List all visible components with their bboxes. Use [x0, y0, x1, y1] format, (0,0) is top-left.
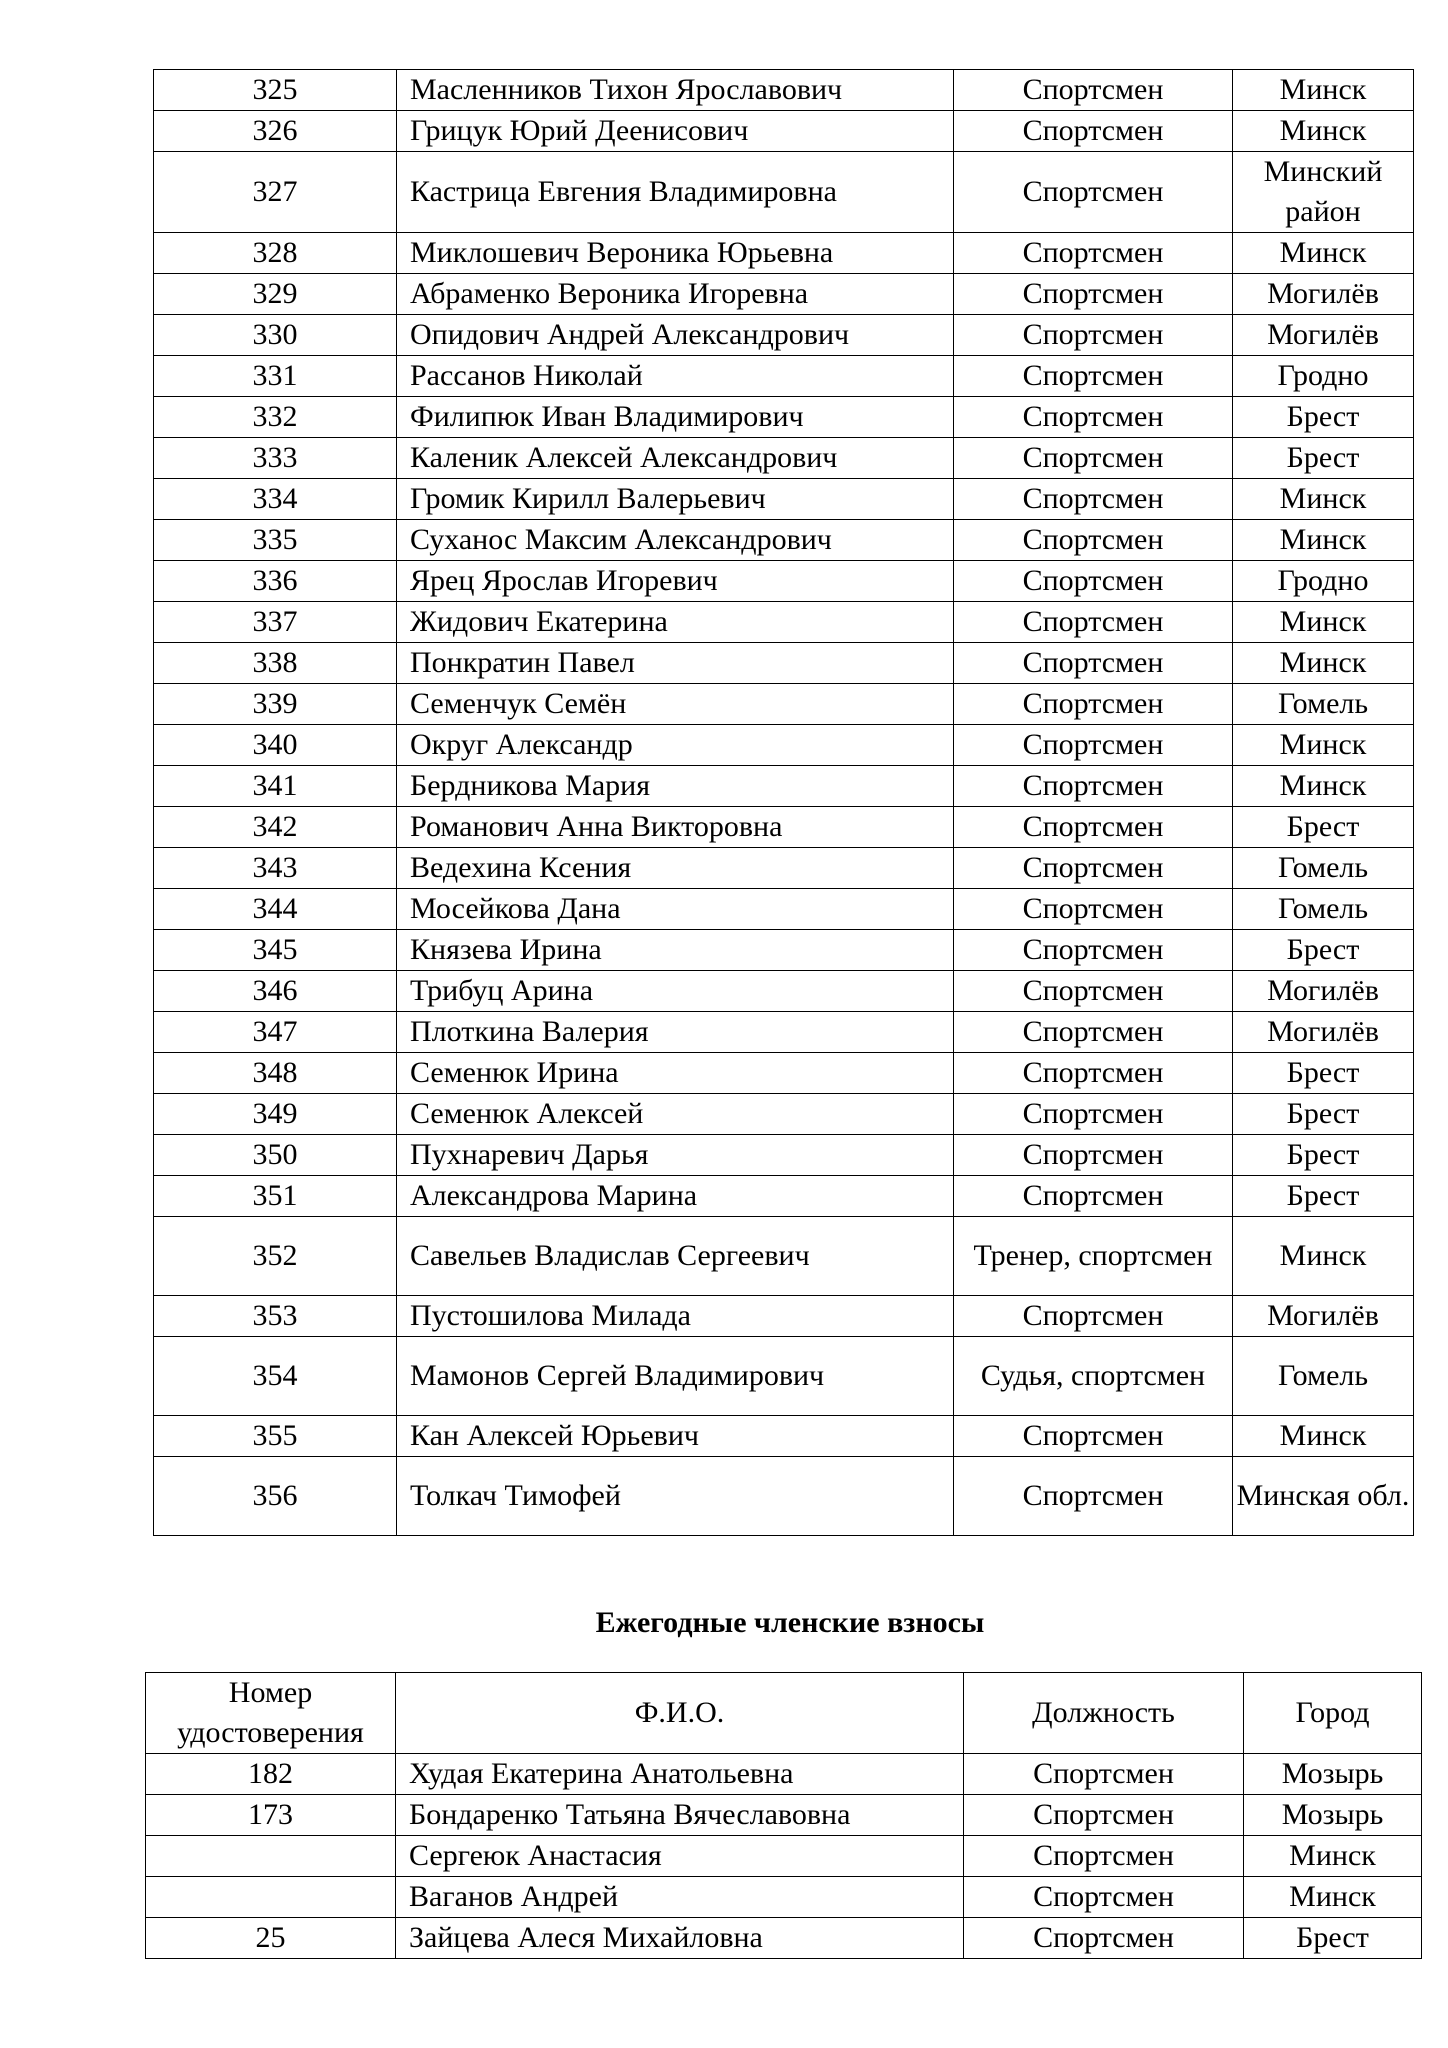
member-number: 333 — [154, 438, 397, 479]
table-row — [154, 1217, 1414, 1296]
member-name: Рассанов Николай — [397, 356, 954, 397]
member-name: Семенюк Алексей — [397, 1094, 954, 1135]
member-city: Минск — [1233, 233, 1414, 274]
member-name: Мамонов Сергей Владимирович — [397, 1337, 954, 1416]
member-number: 344 — [154, 889, 397, 930]
member-city: Брест — [1233, 1053, 1414, 1094]
table-row — [154, 1416, 1414, 1457]
member-role: Спортсмен — [954, 971, 1233, 1012]
table-row — [154, 70, 1414, 111]
member-name: Толкач Тимофей — [397, 1457, 954, 1536]
table-row — [154, 233, 1414, 274]
table-row — [146, 1836, 1422, 1877]
member-role: Спортсмен — [954, 397, 1233, 438]
member-number: 350 — [154, 1135, 397, 1176]
member-number: 341 — [154, 766, 397, 807]
member-city: Минск — [1233, 1416, 1414, 1457]
table-row — [146, 1877, 1422, 1918]
member-name: Сергеюк Анастасия — [396, 1836, 964, 1877]
member-name: Опидович Андрей Александрович — [397, 315, 954, 356]
member-role: Спортсмен — [954, 684, 1233, 725]
table-row — [154, 848, 1414, 889]
member-role: Спортсмен — [954, 643, 1233, 684]
member-role: Спортсмен — [954, 70, 1233, 111]
member-city: Минск — [1233, 520, 1414, 561]
certificate-number — [146, 1877, 396, 1918]
member-role: Спортсмен — [954, 889, 1233, 930]
member-name: Бердникова Мария — [397, 766, 954, 807]
table-row — [154, 1135, 1414, 1176]
member-name: Семенчук Семён — [397, 684, 954, 725]
header-position: Должность — [964, 1673, 1244, 1754]
member-city: Минск — [1233, 479, 1414, 520]
table-row — [154, 725, 1414, 766]
member-role: Спортсмен — [964, 1918, 1244, 1959]
member-name: Александрова Марина — [397, 1176, 954, 1217]
member-number: 338 — [154, 643, 397, 684]
table-row — [154, 152, 1414, 233]
members-table-body — [154, 70, 1414, 1536]
member-name: Плоткина Валерия — [397, 1012, 954, 1053]
member-name: Абраменко Вероника Игоревна — [397, 274, 954, 315]
member-name: Кан Алексей Юрьевич — [397, 1416, 954, 1457]
member-name: Жидович Екатерина — [397, 602, 954, 643]
member-city: Гомель — [1233, 1337, 1414, 1416]
member-city: Могилёв — [1233, 971, 1414, 1012]
member-role: Спортсмен — [954, 930, 1233, 971]
member-role: Спортсмен — [954, 848, 1233, 889]
member-name: Трибуц Арина — [397, 971, 954, 1012]
member-role: Спортсмен — [954, 233, 1233, 274]
member-name: Князева Ирина — [397, 930, 954, 971]
member-role: Спортсмен — [954, 356, 1233, 397]
member-city: Могилёв — [1233, 1012, 1414, 1053]
member-city: Минск — [1244, 1877, 1422, 1918]
member-name: Худая Екатерина Анатольевна — [396, 1754, 964, 1795]
table-row — [154, 274, 1414, 315]
member-city: Минск — [1233, 643, 1414, 684]
member-number: 334 — [154, 479, 397, 520]
table-row — [154, 602, 1414, 643]
member-role: Спортсмен — [954, 1296, 1233, 1337]
table-row — [154, 520, 1414, 561]
member-role: Спортсмен — [954, 1012, 1233, 1053]
member-city: Брест — [1244, 1918, 1422, 1959]
member-number: 330 — [154, 315, 397, 356]
fees-table-header — [146, 1673, 1422, 1754]
member-role: Спортсмен — [954, 111, 1233, 152]
member-role: Спортсмен — [954, 520, 1233, 561]
member-role: Спортсмен — [954, 561, 1233, 602]
table-row — [154, 889, 1414, 930]
member-number: 328 — [154, 233, 397, 274]
member-city: Гродно — [1233, 356, 1414, 397]
member-role: Тренер, спортсмен — [954, 1217, 1233, 1296]
table-row — [154, 315, 1414, 356]
table-row — [154, 643, 1414, 684]
member-role: Спортсмен — [954, 807, 1233, 848]
member-number: 331 — [154, 356, 397, 397]
member-city: Могилёв — [1233, 274, 1414, 315]
member-number: 340 — [154, 725, 397, 766]
header-certificate-number: Номер удостоверения — [146, 1673, 396, 1754]
member-city: Минск — [1233, 725, 1414, 766]
member-number: 332 — [154, 397, 397, 438]
member-number: 345 — [154, 930, 397, 971]
member-city: Брест — [1233, 1135, 1414, 1176]
table-row — [154, 807, 1414, 848]
member-city: Гомель — [1233, 684, 1414, 725]
table-row — [154, 1094, 1414, 1135]
member-name: Грицук Юрий Деенисович — [397, 111, 954, 152]
member-number: 349 — [154, 1094, 397, 1135]
member-name: Масленников Тихон Ярославович — [397, 70, 954, 111]
member-name: Романович Анна Викторовна — [397, 807, 954, 848]
member-number: 335 — [154, 520, 397, 561]
member-role: Спортсмен — [954, 766, 1233, 807]
member-role: Судья, спортсмен — [954, 1337, 1233, 1416]
member-role: Спортсмен — [954, 725, 1233, 766]
table-row — [154, 766, 1414, 807]
member-name: Савельев Владислав Сергеевич — [397, 1217, 954, 1296]
table-row — [154, 930, 1414, 971]
certificate-number — [146, 1836, 396, 1877]
header-city: Город — [1244, 1673, 1422, 1754]
table-row — [146, 1918, 1422, 1959]
member-role: Спортсмен — [954, 1135, 1233, 1176]
member-role: Спортсмен — [954, 438, 1233, 479]
member-city: Минск — [1233, 70, 1414, 111]
member-city: Брест — [1233, 807, 1414, 848]
member-city: Брест — [1233, 930, 1414, 971]
member-number: 339 — [154, 684, 397, 725]
member-city: Могилёв — [1233, 1296, 1414, 1337]
member-role: Спортсмен — [964, 1836, 1244, 1877]
certificate-number: 173 — [146, 1795, 396, 1836]
member-number: 336 — [154, 561, 397, 602]
member-city: Минский район — [1233, 152, 1414, 233]
member-city: Минск — [1244, 1836, 1422, 1877]
member-name: Филипюк Иван Владимирович — [397, 397, 954, 438]
member-name: Громик Кирилл Валерьевич — [397, 479, 954, 520]
member-number: 325 — [154, 70, 397, 111]
member-city: Мозырь — [1244, 1754, 1422, 1795]
fees-table-body — [146, 1754, 1422, 1959]
fees-section-title: Ежегодные членские взносы — [595, 1606, 985, 1639]
table-row — [154, 684, 1414, 725]
certificate-number: 182 — [146, 1754, 396, 1795]
table-row — [154, 1053, 1414, 1094]
member-role: Спортсмен — [964, 1754, 1244, 1795]
table-row — [154, 1457, 1414, 1536]
member-city: Гродно — [1233, 561, 1414, 602]
member-role: Спортсмен — [954, 1094, 1233, 1135]
member-name: Округ Александр — [397, 725, 954, 766]
member-number: 355 — [154, 1416, 397, 1457]
member-number: 353 — [154, 1296, 397, 1337]
member-number: 352 — [154, 1217, 397, 1296]
member-name: Пустошилова Милада — [397, 1296, 954, 1337]
member-role: Спортсмен — [954, 1416, 1233, 1457]
table-row — [146, 1754, 1422, 1795]
table-row — [154, 1296, 1414, 1337]
table-row — [154, 479, 1414, 520]
member-name: Семенюк Ирина — [397, 1053, 954, 1094]
table-row — [154, 561, 1414, 602]
table-row — [154, 356, 1414, 397]
member-city: Минск — [1233, 1217, 1414, 1296]
member-role: Спортсмен — [964, 1795, 1244, 1836]
table-row — [154, 111, 1414, 152]
member-number: 348 — [154, 1053, 397, 1094]
member-city: Минск — [1233, 766, 1414, 807]
member-number: 354 — [154, 1337, 397, 1416]
member-city: Брест — [1233, 1176, 1414, 1217]
table-header-row — [146, 1673, 1422, 1754]
member-name: Суханос Максим Александрович — [397, 520, 954, 561]
member-city: Брест — [1233, 397, 1414, 438]
members-table — [153, 69, 1414, 1536]
member-name: Ярец Ярослав Игоревич — [397, 561, 954, 602]
table-row — [154, 1176, 1414, 1217]
member-role: Спортсмен — [954, 479, 1233, 520]
table-row — [154, 1337, 1414, 1416]
certificate-number: 25 — [146, 1918, 396, 1959]
table-row — [154, 397, 1414, 438]
member-name: Каленик Алексей Александрович — [397, 438, 954, 479]
member-number: 356 — [154, 1457, 397, 1536]
member-name: Миклошевич Вероника Юрьевна — [397, 233, 954, 274]
member-city: Гомель — [1233, 889, 1414, 930]
table-row — [146, 1795, 1422, 1836]
member-name: Бондаренко Татьяна Вячеславовна — [396, 1795, 964, 1836]
table-row — [154, 1012, 1414, 1053]
member-role: Спортсмен — [954, 315, 1233, 356]
member-name: Мосейкова Дана — [397, 889, 954, 930]
member-role: Спортсмен — [954, 1457, 1233, 1536]
member-role: Спортсмен — [954, 602, 1233, 643]
member-name: Кастрица Евгения Владимировна — [397, 152, 954, 233]
member-city: Брест — [1233, 1094, 1414, 1135]
member-city: Минск — [1233, 111, 1414, 152]
member-number: 347 — [154, 1012, 397, 1053]
member-city: Могилёв — [1233, 315, 1414, 356]
member-name: Понкратин Павел — [397, 643, 954, 684]
header-full-name: Ф.И.О. — [396, 1673, 964, 1754]
member-name: Пухнаревич Дарья — [397, 1135, 954, 1176]
member-number: 329 — [154, 274, 397, 315]
member-role: Спортсмен — [954, 274, 1233, 315]
member-number: 346 — [154, 971, 397, 1012]
member-number: 342 — [154, 807, 397, 848]
member-city: Мозырь — [1244, 1795, 1422, 1836]
member-name: Зайцева Алеся Михайловна — [396, 1918, 964, 1959]
member-role: Спортсмен — [954, 1053, 1233, 1094]
member-city: Минская обл. — [1233, 1457, 1414, 1536]
member-name: Ведехина Ксения — [397, 848, 954, 889]
member-city: Минск — [1233, 602, 1414, 643]
member-city: Гомель — [1233, 848, 1414, 889]
member-role: Спортсмен — [964, 1877, 1244, 1918]
member-city: Брест — [1233, 438, 1414, 479]
member-number: 327 — [154, 152, 397, 233]
table-row — [154, 971, 1414, 1012]
member-number: 337 — [154, 602, 397, 643]
member-role: Спортсмен — [954, 1176, 1233, 1217]
annual-fees-table — [145, 1672, 1422, 1959]
member-role: Спортсмен — [954, 152, 1233, 233]
member-number: 343 — [154, 848, 397, 889]
member-number: 326 — [154, 111, 397, 152]
member-name: Ваганов Андрей — [396, 1877, 964, 1918]
member-number: 351 — [154, 1176, 397, 1217]
table-row — [154, 438, 1414, 479]
